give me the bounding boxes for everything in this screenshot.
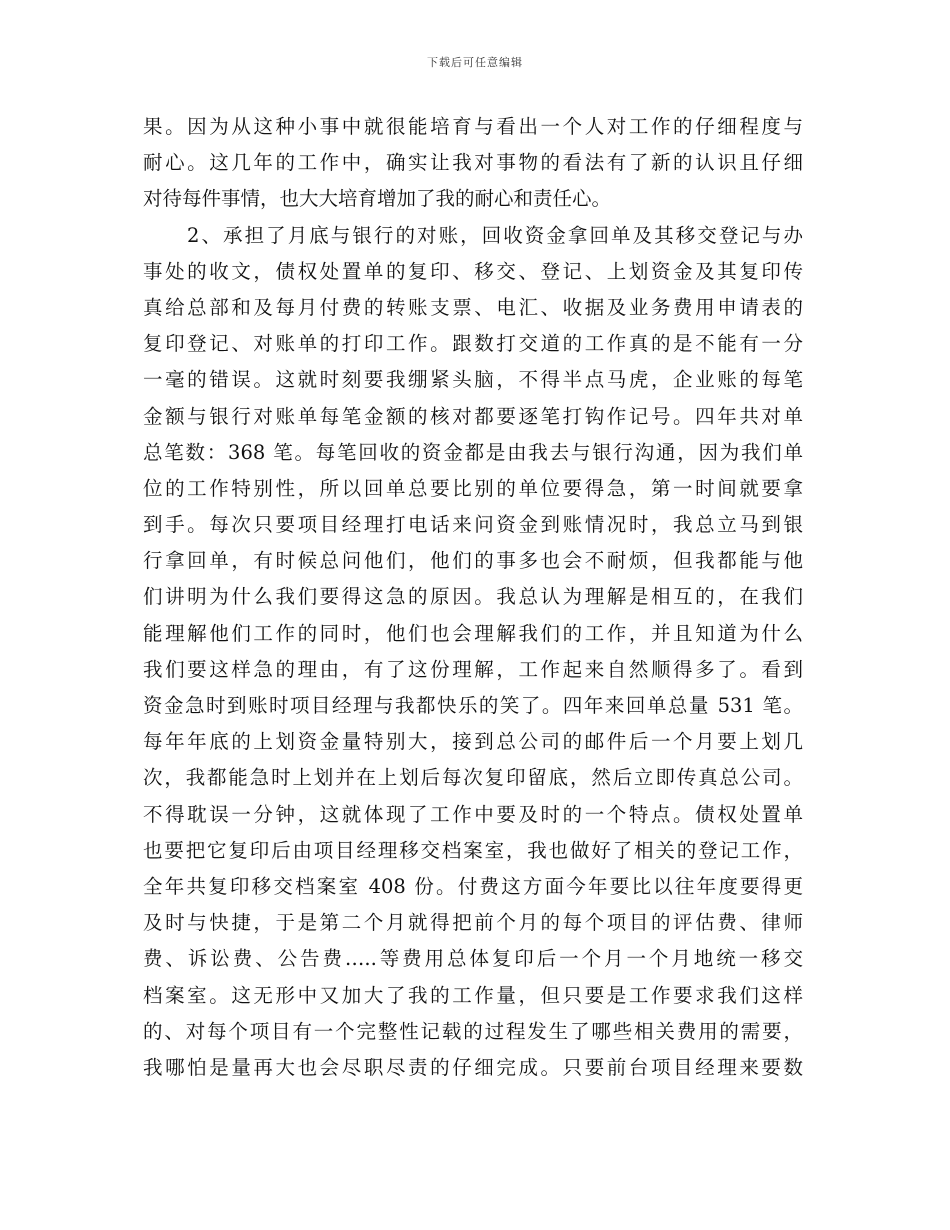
text-line: 我哪怕是量再大也会尽职尽责的仔细完成。只要前台项目经理来要数	[143, 1055, 803, 1079]
text-line: 耐心。这几年的工作中，确实让我对事物的看法有了新的认识且仔细	[143, 151, 803, 175]
text-line: 全年共复印移交档案室 408 份。付费这方面今年要比以往年度要得更	[143, 874, 803, 898]
text-line: 不得耽误一分钟，这就体现了工作中要及时的一个特点。债权处置单	[143, 802, 803, 826]
page-header-note: 下载后可任意编辑	[427, 56, 523, 69]
text-line: 费、诉讼费、公告费…..等费用总体复印后一个月一个月地统一移交	[143, 947, 803, 971]
text-line: 次，我都能急时上划并在上划后每次复印留底，然后立即传真总公司。	[143, 766, 803, 790]
text-line: 一毫的错误。这就时刻要我绷紧头脑，不得半点马虎，企业账的每笔	[143, 368, 803, 392]
text-line: 事处的收文，债权处置单的复印、移交、登记、上划资金及其复印传	[143, 259, 803, 283]
text-line: 果。因为从这种小事中就很能培育与看出一个人对工作的仔细程度与	[143, 115, 803, 138]
text-line: 每年年底的上划资金量特别大，接到总公司的邮件后一个月要上划几	[143, 730, 803, 754]
text-line: 复印登记、对账单的打印工作。跟数打交道的工作真的是不能有一分	[143, 332, 803, 356]
text-line: 位的工作特别性，所以回单总要比别的单位要得急，第一时间就要拿	[143, 476, 803, 500]
text-line: 档案室。这无形中又加大了我的工作量，但只要是工作要求我们这样	[143, 983, 803, 1007]
text-line: 到手。每次只要项目经理打电话来问资金到账情况时，我总立马到银	[143, 513, 803, 537]
text-line: 行拿回单，有时候总问他们，他们的事多也会不耐烦，但我都能与他	[143, 549, 803, 573]
text-line: 及时与快捷，于是第二个月就得把前个月的每个项目的评估费、律师	[143, 911, 803, 935]
text-line: 们讲明为什么我们要得这急的原因。我总认为理解是相互的，在我们	[143, 585, 803, 609]
text-line: 真给总部和及每月付费的转账支票、电汇、收据及业务费用申请表的	[143, 295, 803, 319]
paragraph-1	[143, 109, 803, 218]
text-line: 总笔数：368 笔。每笔回收的资金都是由我去与银行沟通，因为我们单	[143, 440, 803, 464]
paragraph-2	[143, 218, 803, 1087]
text-line: 也要把它复印后由项目经理移交档案室，我也做好了相关的登记工作，	[143, 838, 803, 862]
text-line: 对待每件事情，也大大培育增加了我的耐心和责任心。	[143, 187, 612, 211]
text-line: 金额与银行对账单每笔金额的核对都要逐笔打钩作记号。四年共对单	[143, 404, 803, 428]
text-line: 我们要这样急的理由，有了这份理解，工作起来自然顺得多了。看到	[143, 657, 803, 681]
text-line: 能理解他们工作的同时，他们也会理解我们的工作，并且知道为什么	[143, 621, 803, 645]
text-line: 的、对每个项目有一个完整性记载的过程发生了哪些相关费用的需要，	[143, 1019, 803, 1043]
document-body	[143, 109, 803, 1086]
text-line: 2、承担了月底与银行的对账，回收资金拿回单及其移交登记与办	[187, 223, 803, 247]
text-line: 资金急时到账时项目经理与我都快乐的笑了。四年来回单总量 531 笔。	[143, 694, 803, 717]
